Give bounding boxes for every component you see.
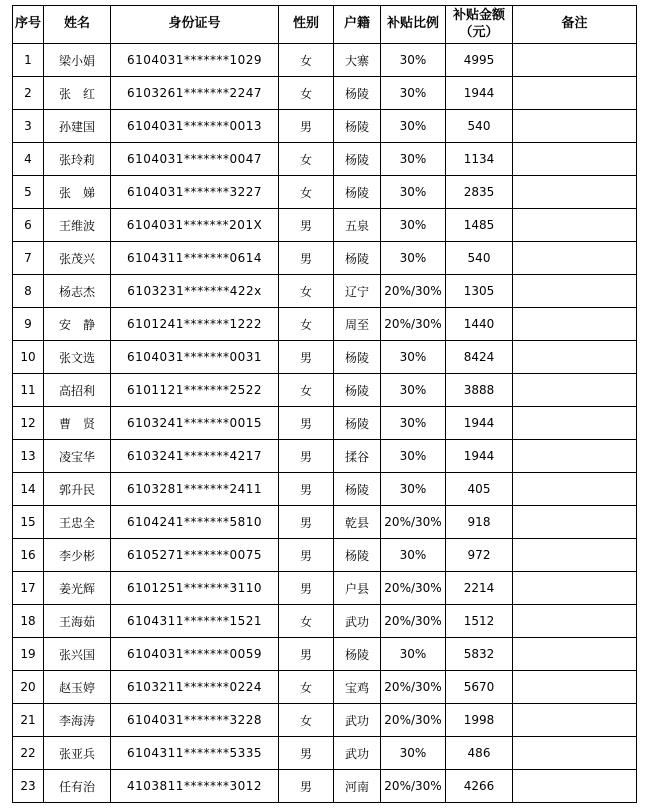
- cell-gender: 男: [279, 473, 334, 506]
- cell-ratio: 30%: [381, 539, 446, 572]
- table-row: [13, 407, 637, 440]
- cell-name: 曹 贤: [44, 407, 111, 440]
- cell-id: 6104031*******201X: [111, 209, 279, 242]
- cell-amount: 5832: [446, 638, 513, 671]
- cell-hukou: 杨陵: [334, 374, 381, 407]
- cell-remark: [513, 242, 637, 275]
- cell-ratio: 30%: [381, 638, 446, 671]
- cell-no: 16: [13, 539, 44, 572]
- cell-id: 6104031*******0031: [111, 341, 279, 374]
- col-header-amount-line1: 补贴金额: [452, 8, 505, 24]
- cell-gender: 男: [279, 506, 334, 539]
- cell-id: 6104311*******0614: [111, 242, 279, 275]
- cell-gender: 男: [279, 737, 334, 770]
- col-header-remark: 备注: [513, 6, 637, 44]
- col-header-ratio: 补贴比例: [381, 6, 446, 44]
- col-header-id: 身份证号: [111, 6, 279, 44]
- cell-ratio: 30%: [381, 242, 446, 275]
- cell-hukou: 乾县: [334, 506, 381, 539]
- cell-amount: 3888: [446, 374, 513, 407]
- cell-no: 19: [13, 638, 44, 671]
- cell-no: 18: [13, 605, 44, 638]
- table-row: [13, 704, 637, 737]
- cell-amount: 1944: [446, 440, 513, 473]
- cell-remark: [513, 77, 637, 110]
- cell-ratio: 20%/30%: [381, 275, 446, 308]
- cell-gender: 男: [279, 572, 334, 605]
- cell-no: 12: [13, 407, 44, 440]
- cell-amount: 1134: [446, 143, 513, 176]
- table-row: [13, 209, 637, 242]
- table-row: [13, 308, 637, 341]
- table-row: [13, 605, 637, 638]
- cell-gender: 男: [279, 539, 334, 572]
- col-header-hukou: 户籍: [334, 6, 381, 44]
- cell-id: 6103231*******422x: [111, 275, 279, 308]
- cell-remark: [513, 440, 637, 473]
- cell-amount: 972: [446, 539, 513, 572]
- cell-ratio: 30%: [381, 143, 446, 176]
- cell-hukou: 周至: [334, 308, 381, 341]
- cell-amount: 2214: [446, 572, 513, 605]
- cell-hukou: 揉谷: [334, 440, 381, 473]
- cell-id: 6101121*******2522: [111, 374, 279, 407]
- cell-name: 郭升民: [44, 473, 111, 506]
- cell-gender: 男: [279, 242, 334, 275]
- cell-no: 22: [13, 737, 44, 770]
- cell-ratio: 30%: [381, 440, 446, 473]
- cell-id: 6104311*******1521: [111, 605, 279, 638]
- table-row: [13, 176, 637, 209]
- cell-amount: 4995: [446, 44, 513, 77]
- cell-name: 张兴国: [44, 638, 111, 671]
- cell-ratio: 20%/30%: [381, 671, 446, 704]
- cell-id: 6104031*******0013: [111, 110, 279, 143]
- table-row: [13, 143, 637, 176]
- cell-id: 6103241*******4217: [111, 440, 279, 473]
- cell-id: 6103211*******0224: [111, 671, 279, 704]
- table-row: [13, 110, 637, 143]
- cell-id: 6104311*******5335: [111, 737, 279, 770]
- table-row: [13, 44, 637, 77]
- cell-hukou: 户县: [334, 572, 381, 605]
- cell-remark: [513, 110, 637, 143]
- cell-no: 5: [13, 176, 44, 209]
- cell-ratio: 20%/30%: [381, 605, 446, 638]
- cell-ratio: 20%/30%: [381, 308, 446, 341]
- cell-amount: 540: [446, 110, 513, 143]
- cell-remark: [513, 638, 637, 671]
- cell-name: 李少彬: [44, 539, 111, 572]
- cell-name: 王维波: [44, 209, 111, 242]
- cell-amount: 1305: [446, 275, 513, 308]
- cell-amount: 1998: [446, 704, 513, 737]
- cell-name: 赵玉婷: [44, 671, 111, 704]
- cell-no: 4: [13, 143, 44, 176]
- cell-no: 17: [13, 572, 44, 605]
- cell-gender: 女: [279, 605, 334, 638]
- cell-no: 1: [13, 44, 44, 77]
- cell-id: 6105271*******0075: [111, 539, 279, 572]
- cell-remark: [513, 407, 637, 440]
- cell-id: 6103261*******2247: [111, 77, 279, 110]
- cell-ratio: 20%/30%: [381, 506, 446, 539]
- cell-name: 张茂兴: [44, 242, 111, 275]
- cell-no: 9: [13, 308, 44, 341]
- cell-hukou: 武功: [334, 737, 381, 770]
- cell-ratio: 30%: [381, 110, 446, 143]
- cell-ratio: 30%: [381, 341, 446, 374]
- cell-no: 20: [13, 671, 44, 704]
- cell-gender: 女: [279, 704, 334, 737]
- table-row: [13, 275, 637, 308]
- table-row: [13, 572, 637, 605]
- table-row: [13, 506, 637, 539]
- cell-name: 任有治: [44, 770, 111, 803]
- cell-hukou: 杨陵: [334, 407, 381, 440]
- cell-hukou: 杨陵: [334, 77, 381, 110]
- header-row: [13, 6, 637, 44]
- cell-name: 姜光辉: [44, 572, 111, 605]
- cell-remark: [513, 341, 637, 374]
- cell-name: 杨志杰: [44, 275, 111, 308]
- cell-ratio: 30%: [381, 209, 446, 242]
- cell-no: 13: [13, 440, 44, 473]
- cell-name: 李海涛: [44, 704, 111, 737]
- table-row: [13, 638, 637, 671]
- cell-gender: 男: [279, 440, 334, 473]
- cell-id: 6104031*******0059: [111, 638, 279, 671]
- col-header-name: 姓名: [44, 6, 111, 44]
- cell-name: 张亚兵: [44, 737, 111, 770]
- cell-amount: 918: [446, 506, 513, 539]
- cell-name: 凌宝华: [44, 440, 111, 473]
- cell-name: 张 娣: [44, 176, 111, 209]
- cell-no: 3: [13, 110, 44, 143]
- cell-remark: [513, 539, 637, 572]
- cell-id: 6104031*******3227: [111, 176, 279, 209]
- cell-id: 6104031*******3228: [111, 704, 279, 737]
- table-row: [13, 341, 637, 374]
- cell-id: 6101241*******1222: [111, 308, 279, 341]
- cell-hukou: 武功: [334, 605, 381, 638]
- table-body: [13, 44, 637, 803]
- cell-amount: 1440: [446, 308, 513, 341]
- cell-hukou: 宝鸡: [334, 671, 381, 704]
- cell-ratio: 30%: [381, 737, 446, 770]
- cell-name: 梁小娟: [44, 44, 111, 77]
- cell-hukou: 杨陵: [334, 242, 381, 275]
- cell-no: 7: [13, 242, 44, 275]
- cell-hukou: 河南: [334, 770, 381, 803]
- cell-id: 6104031*******1029: [111, 44, 279, 77]
- subsidy-table: [12, 5, 637, 803]
- cell-hukou: 杨陵: [334, 110, 381, 143]
- cell-id: 6104241*******5810: [111, 506, 279, 539]
- cell-hukou: 五泉: [334, 209, 381, 242]
- cell-ratio: 30%: [381, 44, 446, 77]
- table-row: [13, 77, 637, 110]
- table-row: [13, 539, 637, 572]
- cell-ratio: 20%/30%: [381, 704, 446, 737]
- cell-gender: 女: [279, 275, 334, 308]
- cell-ratio: 30%: [381, 407, 446, 440]
- cell-gender: 女: [279, 308, 334, 341]
- table-row: [13, 671, 637, 704]
- table-row: [13, 374, 637, 407]
- cell-name: 王忠全: [44, 506, 111, 539]
- col-header-gender: 性别: [279, 6, 334, 44]
- cell-ratio: 30%: [381, 176, 446, 209]
- cell-ratio: 30%: [381, 473, 446, 506]
- cell-remark: [513, 605, 637, 638]
- cell-ratio: 20%/30%: [381, 770, 446, 803]
- col-header-amount: [446, 6, 513, 44]
- cell-remark: [513, 143, 637, 176]
- cell-remark: [513, 572, 637, 605]
- cell-hukou: 杨陵: [334, 341, 381, 374]
- cell-gender: 女: [279, 374, 334, 407]
- cell-no: 21: [13, 704, 44, 737]
- cell-name: 安 静: [44, 308, 111, 341]
- cell-gender: 女: [279, 143, 334, 176]
- cell-amount: 1512: [446, 605, 513, 638]
- cell-gender: 女: [279, 671, 334, 704]
- cell-remark: [513, 209, 637, 242]
- cell-amount: 405: [446, 473, 513, 506]
- cell-no: 23: [13, 770, 44, 803]
- cell-no: 11: [13, 374, 44, 407]
- cell-name: 王海茹: [44, 605, 111, 638]
- cell-gender: 男: [279, 110, 334, 143]
- cell-hukou: 杨陵: [334, 176, 381, 209]
- table-row: [13, 770, 637, 803]
- cell-amount: 1944: [446, 77, 513, 110]
- cell-remark: [513, 176, 637, 209]
- col-header-amount-line2: （元）: [459, 24, 499, 40]
- cell-remark: [513, 704, 637, 737]
- cell-ratio: 30%: [381, 77, 446, 110]
- cell-id: 4103811*******3012: [111, 770, 279, 803]
- cell-remark: [513, 506, 637, 539]
- cell-hukou: 大寨: [334, 44, 381, 77]
- cell-no: 8: [13, 275, 44, 308]
- cell-amount: 486: [446, 737, 513, 770]
- cell-no: 15: [13, 506, 44, 539]
- table-row: [13, 473, 637, 506]
- cell-hukou: 辽宁: [334, 275, 381, 308]
- cell-gender: 男: [279, 407, 334, 440]
- cell-hukou: 杨陵: [334, 638, 381, 671]
- cell-name: 高招利: [44, 374, 111, 407]
- cell-amount: 8424: [446, 341, 513, 374]
- cell-remark: [513, 275, 637, 308]
- cell-gender: 女: [279, 77, 334, 110]
- cell-ratio: 20%/30%: [381, 572, 446, 605]
- cell-ratio: 30%: [381, 374, 446, 407]
- table-row: [13, 242, 637, 275]
- cell-remark: [513, 308, 637, 341]
- cell-remark: [513, 374, 637, 407]
- cell-id: 6103281*******2411: [111, 473, 279, 506]
- cell-id: 6101251*******3110: [111, 572, 279, 605]
- cell-id: 6103241*******0015: [111, 407, 279, 440]
- cell-amount: 2835: [446, 176, 513, 209]
- cell-no: 14: [13, 473, 44, 506]
- cell-id: 6104031*******0047: [111, 143, 279, 176]
- cell-no: 2: [13, 77, 44, 110]
- cell-remark: [513, 473, 637, 506]
- cell-name: 孙建国: [44, 110, 111, 143]
- cell-hukou: 杨陵: [334, 539, 381, 572]
- cell-amount: 1944: [446, 407, 513, 440]
- cell-gender: 男: [279, 209, 334, 242]
- cell-gender: 男: [279, 638, 334, 671]
- cell-hukou: 杨陵: [334, 473, 381, 506]
- cell-gender: 女: [279, 176, 334, 209]
- cell-amount: 5670: [446, 671, 513, 704]
- col-header-no: 序号: [13, 6, 44, 44]
- cell-hukou: 杨陵: [334, 143, 381, 176]
- cell-gender: 女: [279, 44, 334, 77]
- table-row: [13, 440, 637, 473]
- cell-remark: [513, 671, 637, 704]
- cell-gender: 男: [279, 341, 334, 374]
- cell-remark: [513, 770, 637, 803]
- table-row: [13, 737, 637, 770]
- cell-name: 张文选: [44, 341, 111, 374]
- cell-hukou: 武功: [334, 704, 381, 737]
- cell-amount: 540: [446, 242, 513, 275]
- cell-no: 10: [13, 341, 44, 374]
- cell-amount: 4266: [446, 770, 513, 803]
- cell-name: 张玲莉: [44, 143, 111, 176]
- cell-amount: 1485: [446, 209, 513, 242]
- cell-no: 6: [13, 209, 44, 242]
- cell-remark: [513, 44, 637, 77]
- cell-remark: [513, 737, 637, 770]
- cell-gender: 男: [279, 770, 334, 803]
- cell-name: 张 红: [44, 77, 111, 110]
